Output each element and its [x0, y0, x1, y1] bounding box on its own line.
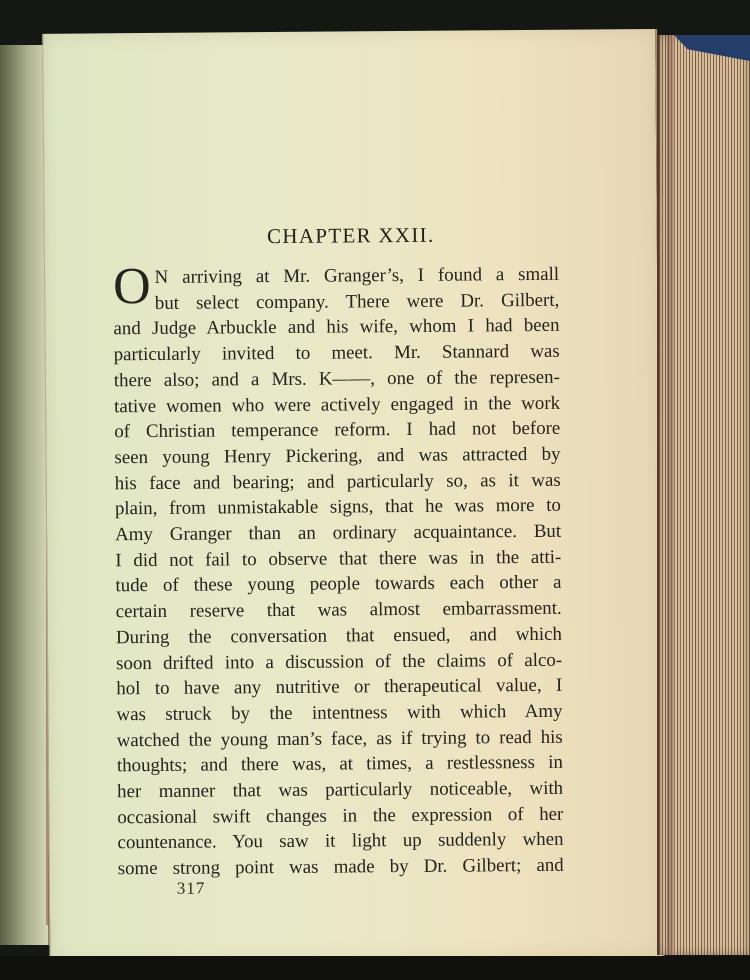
text-line: tude of these young people towards each other a — [115, 572, 562, 597]
text-line: Amy Granger than an ordinary acquaintance. But — [115, 520, 562, 546]
text-line: particularly invited to meet. Mr. Stannard was — [113, 340, 560, 366]
text-line: some strong point was made by Dr. Gilbert; and — [117, 854, 564, 880]
text-line: N arriving at Mr. Granger’s, I found a small — [154, 263, 560, 288]
text-line: and Judge Arbuckle and his wife, whom I had been — [113, 315, 560, 340]
page-body-text — [112, 257, 564, 882]
bottom-dark-border — [0, 956, 750, 980]
text-line: her manner that was particularly noticeable, with — [117, 777, 564, 803]
page-number: 317 — [176, 878, 206, 898]
opening-paragraph-start — [112, 257, 560, 317]
text-line: there also; and a Mrs. K——, one of the represen- — [113, 366, 560, 392]
text-line: thoughts; and there was, at times, a restlessness in — [116, 752, 563, 777]
text-line: his face and bearing; and particularly so, as it was — [114, 469, 561, 494]
text-line: countenance. You saw it light up suddenly when — [117, 829, 564, 854]
text-line: watched the young man’s face, as if trying to read his — [116, 726, 563, 751]
page-fore-edge — [657, 35, 750, 955]
text-line: but select company. There were Dr. Gilbert, — [154, 289, 560, 314]
drop-cap-letter: O — [112, 257, 151, 316]
text-line: tative women who were actively engaged in the work — [114, 392, 561, 417]
text-line: soon drifted into a discussion of the claims of alco- — [116, 649, 563, 674]
chapter-title: CHAPTER XXII. — [266, 222, 435, 249]
text-line: hol to have any nutritive or therapeutical value, I — [116, 675, 563, 700]
text-line: was struck by the intentness with which Amy — [116, 700, 563, 726]
book-page — [42, 29, 664, 962]
text-line: I did not fail to observe that there was in the atti- — [115, 546, 562, 572]
text-line: certain reserve that was almost embarrassment. — [115, 597, 562, 623]
text-line: occasional swift changes in the expression of her — [117, 803, 564, 829]
text-line: seen young Henry Pickering, and was attracted by — [114, 443, 561, 469]
text-line: of Christian temperance reform. I had not before — [114, 418, 561, 443]
text-line: plain, from unmistakable signs, that he was more to — [114, 495, 561, 520]
text-line: During the conversation that ensued, and which — [115, 623, 562, 649]
